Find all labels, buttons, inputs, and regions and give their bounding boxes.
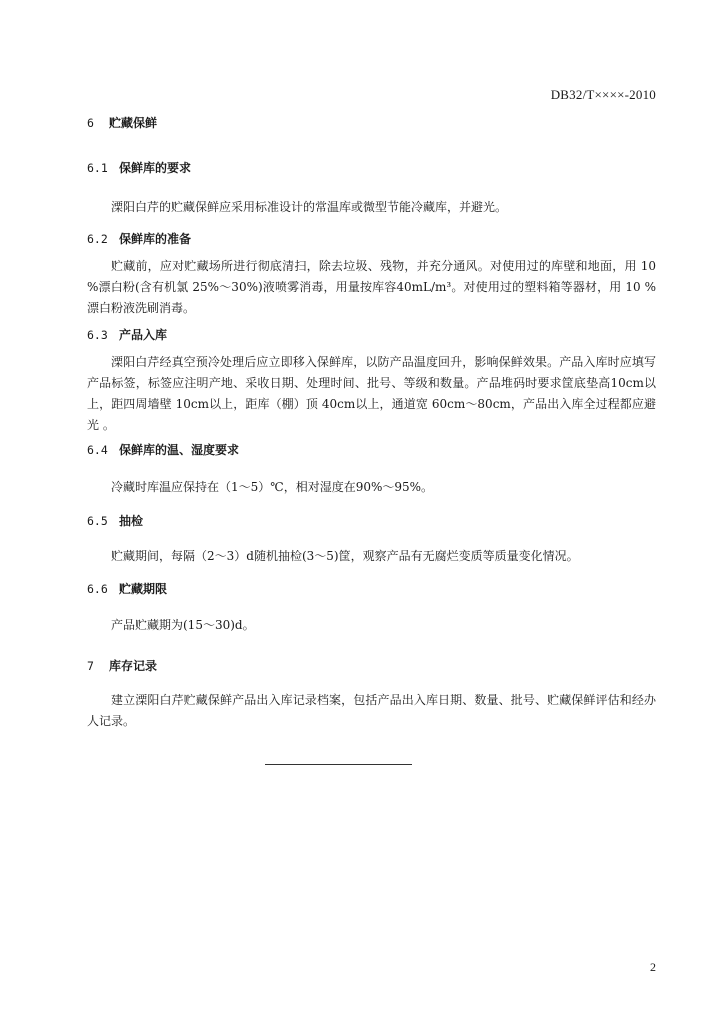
section-6-3-text: 溧阳白芹经真空预冷处理后应立即移入保鲜库，以防产品温度回升，影响保鲜效果。产品入库时应填写产品标签，标签应注明产地、采收日期、处理时间、批号、等级和数量。产品堆码时要求筐底垫高10cm以上，距四周墙壁 10cm以上，距库（棚）顶 40cm以上，通道宽 60cm～80cm，产品出入库全过程都应避光 。 [87,355,656,432]
section-title: 贮藏期限 [119,582,168,596]
section-number: 6 [87,116,94,130]
section-title: 贮藏保鲜 [109,116,158,130]
section-6-6-heading [87,580,167,597]
section-6-4-text: 冷藏时库温应保持在（1～5）℃，相对湿度在90%～95%。 [111,480,434,494]
section-7-text: 建立溧阳白芹贮藏保鲜产品出入库记录档案，包括产品出入库日期、数量、批号、贮藏保鲜评估和经办人记录。 [87,693,656,728]
section-6-heading [87,114,157,131]
section-6-3-heading [87,326,167,343]
page-number: 2 [650,960,656,974]
section-6-2-text: 贮藏前，应对贮藏场所进行彻底清扫，除去垃圾、残物，并充分通风。对使用过的库壁和地面，用 10 %漂白粉(含有机氯 25%～30%)液喷雾消毒，用量按库容40mL/m³。对使用过的塑料箱等器材，用 10 %漂白粉液洗刷消毒。 [87,259,656,315]
section-title: 保鲜库的要求 [119,161,192,175]
section-6-5-heading [87,512,143,529]
section-number: 6.3 [87,328,108,342]
section-number: 7 [87,659,94,673]
end-divider [265,764,412,765]
document-code: DB32/T××××-2010 [550,87,656,102]
section-title: 产品入库 [119,328,168,342]
section-number: 6.5 [87,514,108,528]
section-number: 6.1 [87,161,108,175]
section-6-1-text: 溧阳白芹的贮藏保鲜应采用标准设计的常温库或微型节能冷藏库，并避光。 [111,200,508,214]
section-number: 6.6 [87,582,108,596]
section-number: 6.2 [87,232,108,246]
section-6-1-heading [87,159,191,176]
section-6-5-text: 贮藏期间，每隔（2～3）d随机抽检(3～5)筐，观察产品有无腐烂变质等质量变化情况。 [111,549,579,563]
section-title: 保鲜库的温、湿度要求 [119,443,240,457]
section-title: 保鲜库的准备 [119,232,192,246]
section-number: 6.4 [87,443,108,457]
section-title: 抽检 [119,514,144,528]
section-6-2-heading [87,230,191,247]
section-6-4-heading [87,441,239,458]
section-6-6-text: 产品贮藏期为(15～30)d。 [111,618,255,632]
section-7-heading [87,657,157,674]
section-title: 库存记录 [109,659,158,673]
